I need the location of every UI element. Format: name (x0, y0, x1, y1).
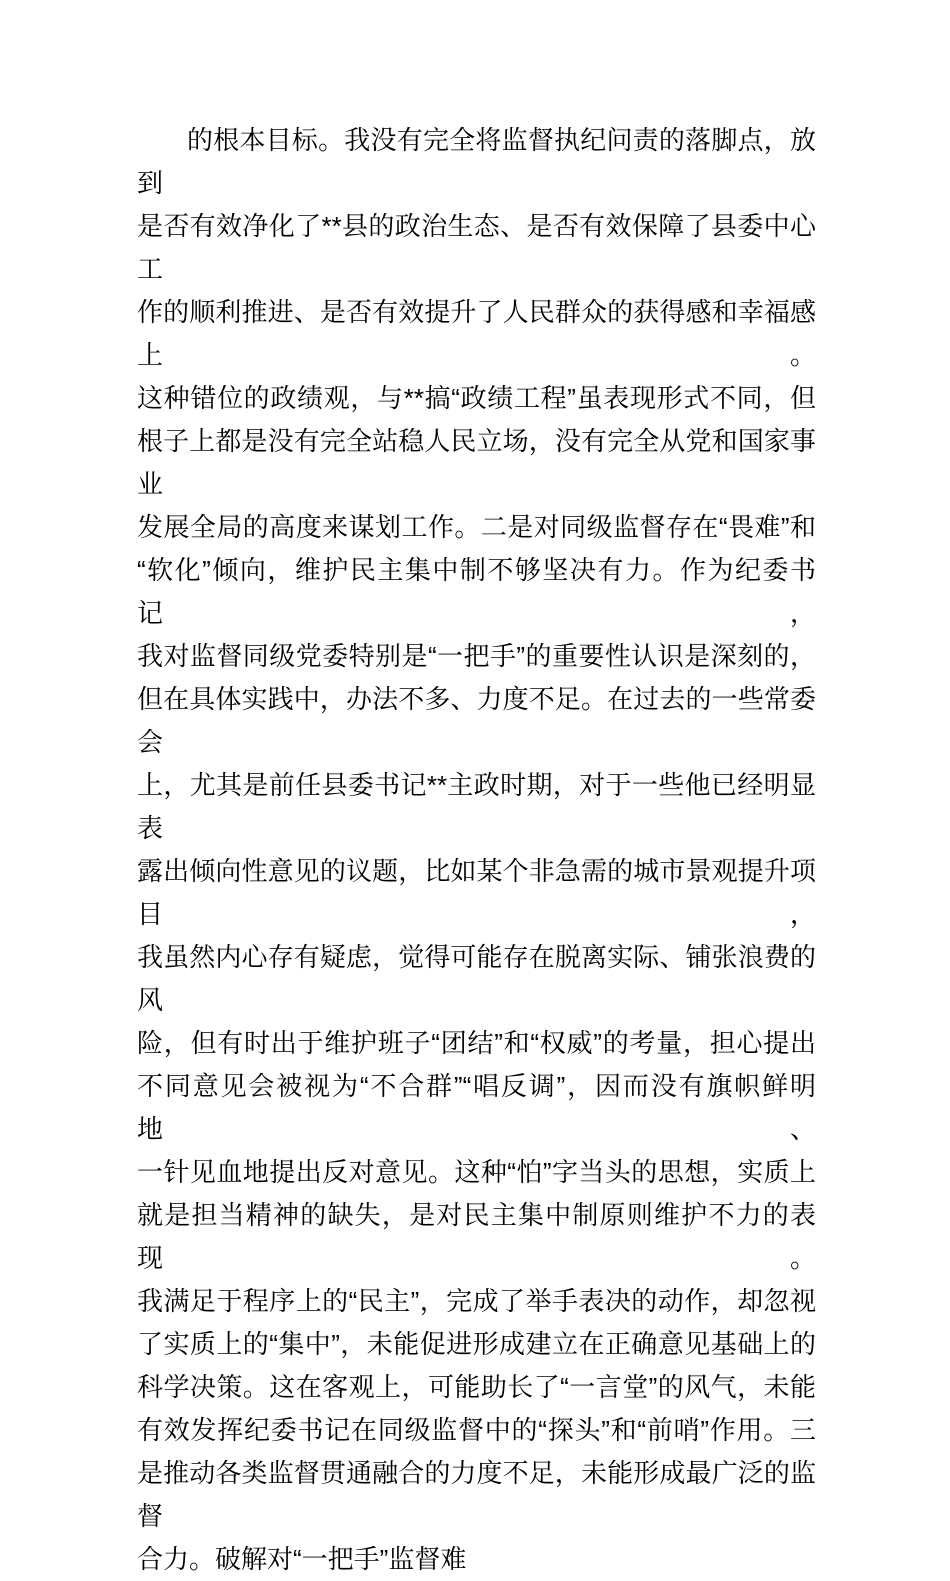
text-line: 合力。破解对“一把手”监督难 (137, 1544, 467, 1574)
text-line: 根子上都是没有完全站稳人民立场，没有完全从党和国家事业 (137, 426, 816, 499)
text-line: 不同意见会被视为“不合群”“唱反调”，因而没有旗帜鲜明地、 (137, 1071, 816, 1144)
text-line: 我满足于程序上的“民主”，完成了举手表决的动作，却忽视 (137, 1286, 816, 1316)
text-line: 这种错位的政绩观，与**搞“政绩工程”虽表现形式不同，但 (137, 383, 816, 413)
text-line: 上，尤其是前任县委书记**主政时期，对于一些他已经明显表 (137, 770, 816, 843)
text-line: 我虽然内心存有疑虑，觉得可能存在脱离实际、铺张浪费的风 (137, 942, 816, 1015)
text-line: “软化”倾向，维护民主集中制不够坚决有力。作为纪委书记， (137, 555, 816, 628)
text-line: 作的顺利推进、是否有效提升了人民群众的获得感和幸福感上。 (137, 297, 816, 370)
text-line: 露出倾向性意见的议题，比如某个非急需的城市景观提升项目， (137, 856, 816, 929)
text-line: 一针见血地提出反对意见。这种“怕”字当头的思想，实质上 (137, 1157, 816, 1187)
text-line: 科学决策。这在客观上，可能助长了“一言堂”的风气，未能 (137, 1372, 816, 1402)
text-line: 险，但有时出于维护班子“团结”和“权威”的考量，担心提出 (137, 1028, 816, 1058)
text-line: 是否有效净化了**县的政治生态、是否有效保障了县委中心工 (137, 211, 816, 284)
text-line: 有效发挥纪委书记在同级监督中的“探头”和“前哨”作用。三 (137, 1415, 816, 1445)
text-line: 是推动各类监督贯通融合的力度不足，未能形成最广泛的监督 (137, 1458, 816, 1531)
text-line: 了实质上的“集中”，未能促进形成建立在正确意见基础上的 (137, 1329, 816, 1359)
text-line: 就是担当精神的缺失，是对民主集中制原则维护不力的表现。 (137, 1200, 816, 1273)
text-line: 我对监督同级党委特别是“一把手”的重要性认识是深刻的， (137, 641, 816, 671)
text-line: 但在具体实践中，办法不多、力度不足。在过去的一些常委会 (137, 684, 816, 757)
text-line: 的根本目标。我没有完全将监督执纪问责的落脚点，放到 (137, 125, 816, 198)
text-line: 发展全局的高度来谋划工作。二是对同级监督存在“畏难”和 (137, 512, 816, 542)
